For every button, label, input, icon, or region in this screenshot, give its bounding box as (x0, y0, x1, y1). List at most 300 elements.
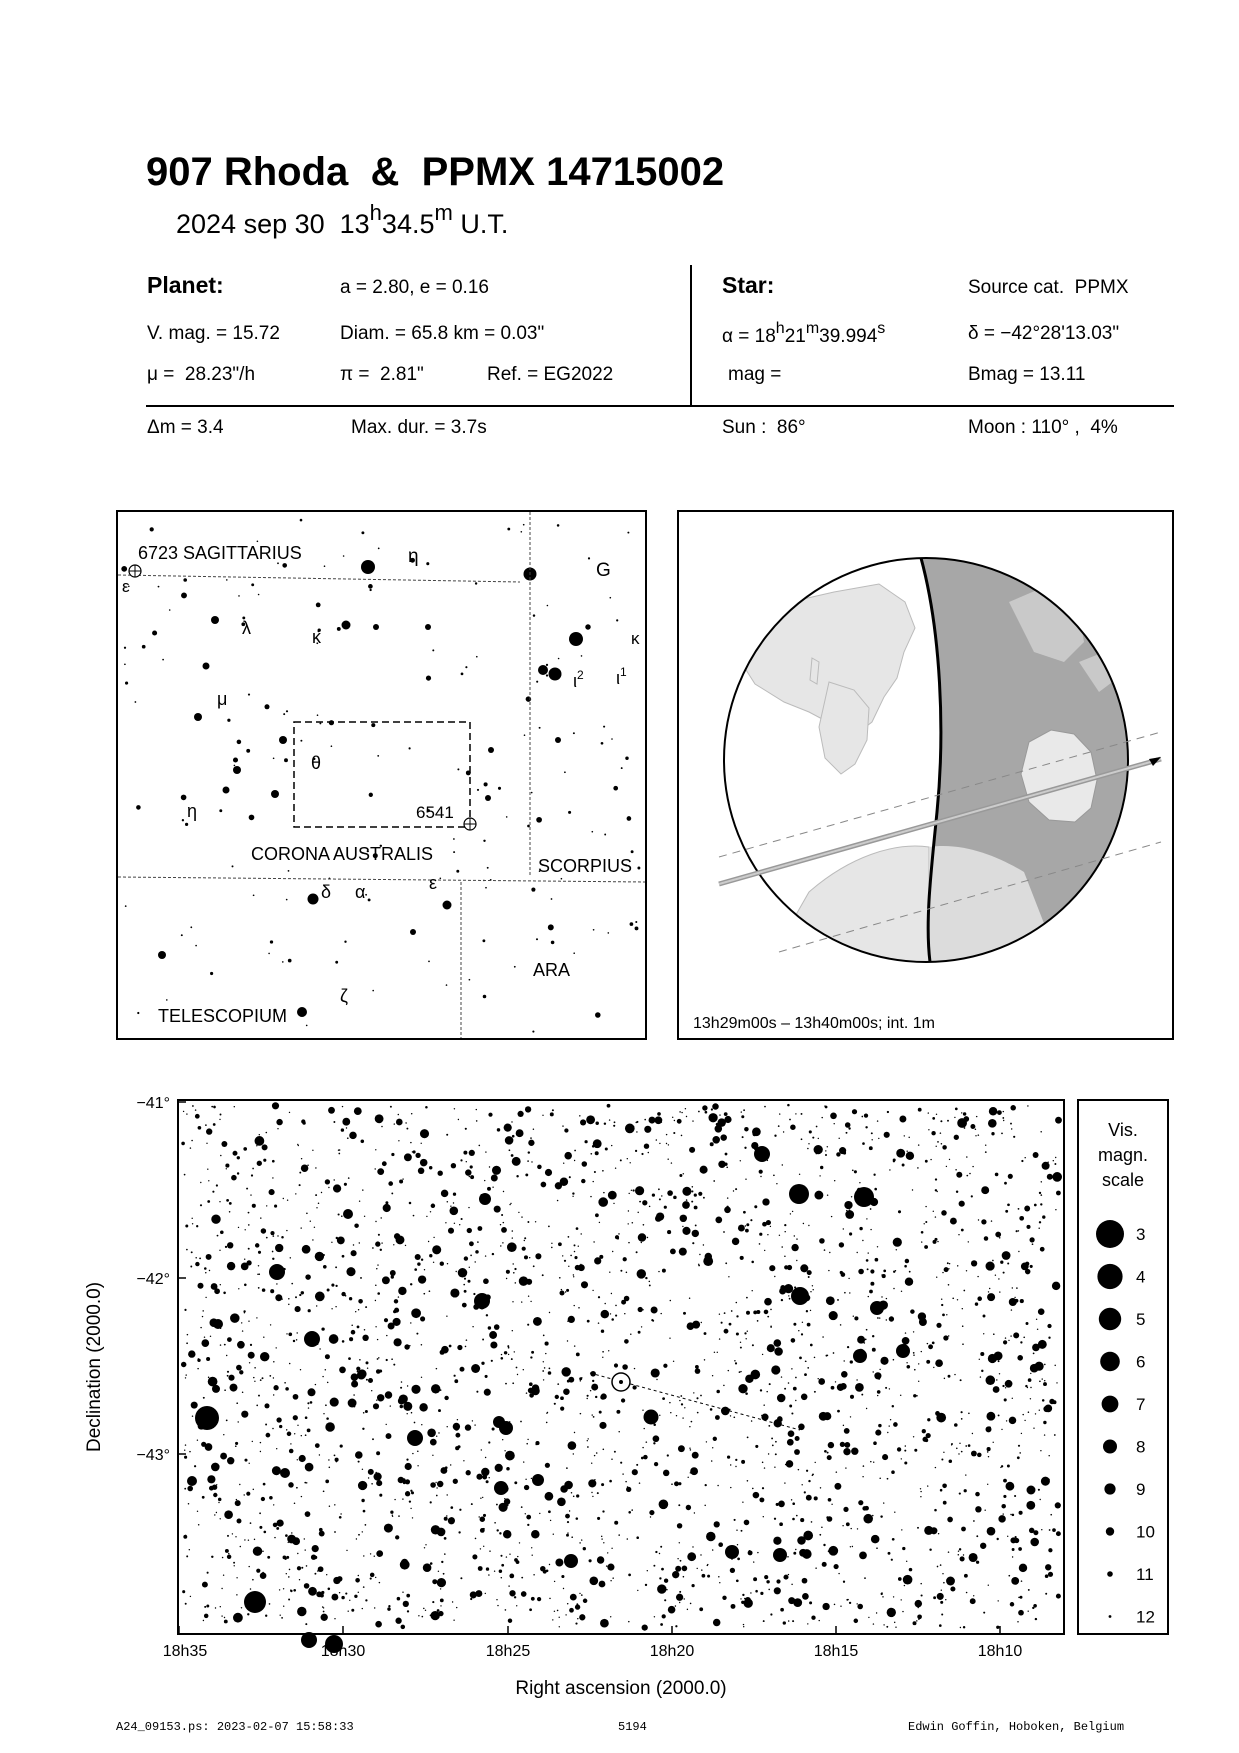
field-star (947, 1262, 949, 1264)
field-star (773, 1537, 781, 1545)
field-star (1010, 1123, 1012, 1125)
field-star (663, 1364, 667, 1368)
field-star (723, 1385, 725, 1387)
field-star (659, 1143, 660, 1144)
field-star (238, 1227, 239, 1228)
field-star (533, 1265, 535, 1267)
finder-star (555, 737, 561, 743)
field-star (517, 1374, 518, 1375)
field-star (374, 1555, 375, 1556)
field-star (461, 1218, 463, 1220)
field-star (598, 1197, 608, 1207)
field-star (592, 1290, 593, 1291)
field-star (259, 1134, 260, 1135)
field-star (197, 1511, 198, 1512)
field-star (954, 1423, 958, 1427)
field-star (703, 1197, 705, 1199)
field-star (1052, 1528, 1056, 1532)
field-star (1045, 1564, 1051, 1570)
finder-star (524, 734, 526, 736)
legend-title-vis: Vis. (1108, 1120, 1138, 1140)
field-star (729, 1323, 732, 1326)
field-star (599, 1411, 602, 1414)
field-star (941, 1210, 947, 1216)
field-star (535, 1444, 536, 1445)
field-star (959, 1548, 961, 1550)
field-star (305, 1434, 307, 1436)
field-star (250, 1588, 252, 1590)
field-star (527, 1324, 529, 1326)
field-star (480, 1497, 481, 1498)
field-star (602, 1170, 604, 1172)
field-star (919, 1318, 927, 1326)
field-star (930, 1159, 931, 1160)
field-star (288, 1482, 294, 1488)
field-star (254, 1367, 256, 1369)
field-star (509, 1553, 510, 1554)
finder-star (506, 816, 508, 818)
finder-star (190, 926, 192, 928)
field-star (306, 1565, 308, 1567)
field-star (362, 1469, 363, 1470)
field-star (499, 1570, 502, 1573)
field-star (918, 1363, 919, 1364)
field-star (611, 1548, 612, 1549)
field-star (242, 1391, 244, 1393)
field-star (582, 1161, 588, 1167)
field-star (899, 1116, 906, 1123)
field-star (186, 1555, 188, 1557)
x-tick-label: 18h25 (485, 1643, 531, 1660)
field-star (809, 1130, 812, 1133)
field-star (702, 1105, 707, 1110)
field-star (855, 1383, 864, 1392)
field-star (1020, 1341, 1022, 1343)
field-star (838, 1573, 839, 1574)
field-star (444, 1553, 446, 1555)
field-star (506, 1504, 508, 1506)
field-star (819, 1238, 825, 1244)
field-star (226, 1199, 229, 1202)
iota1-sup: 1 (620, 665, 627, 679)
field-star (750, 1592, 751, 1593)
field-star (223, 1292, 226, 1295)
iota1-letter: ι (616, 668, 620, 688)
field-star (256, 1569, 260, 1573)
field-star (661, 1122, 662, 1123)
field-star (1053, 1160, 1054, 1161)
field-star (872, 1348, 876, 1352)
field-star (258, 1395, 260, 1397)
field-star (428, 1241, 429, 1242)
finder-star (595, 1012, 601, 1018)
field-star (1042, 1399, 1045, 1402)
field-star (415, 1153, 420, 1158)
field-star (355, 1311, 356, 1312)
field-star (703, 1256, 713, 1266)
field-star (506, 1270, 510, 1274)
field-star (662, 1269, 666, 1273)
field-star (685, 1108, 686, 1109)
field-star (828, 1546, 838, 1556)
label-zeta-tel: ζ (340, 986, 348, 1006)
field-star (280, 1468, 290, 1478)
field-star (529, 1257, 530, 1258)
field-star (774, 1587, 781, 1594)
field-star (321, 1327, 324, 1330)
field-star (676, 1415, 677, 1416)
field-star (272, 1428, 274, 1430)
field-star (454, 1108, 455, 1109)
field-star (440, 1599, 444, 1603)
field-star (227, 1555, 231, 1559)
field-star (186, 1113, 187, 1114)
field-star (886, 1319, 887, 1320)
field-star (306, 1482, 307, 1483)
field-star (283, 1198, 284, 1199)
field-star (628, 1511, 631, 1514)
finder-star (158, 951, 166, 959)
field-star (906, 1150, 907, 1151)
field-star (559, 1290, 564, 1295)
field-star (783, 1131, 784, 1132)
field-star (939, 1624, 942, 1627)
field-star (580, 1380, 581, 1381)
field-star (328, 1459, 329, 1460)
field-star (447, 1263, 448, 1264)
field-star (410, 1508, 411, 1509)
field-star (525, 1479, 526, 1480)
field-star (398, 1140, 399, 1141)
field-star (421, 1377, 422, 1378)
field-star (588, 1479, 596, 1487)
field-star (444, 1537, 447, 1540)
finder-star (475, 582, 477, 584)
field-star (187, 1334, 189, 1336)
field-star (745, 1225, 746, 1226)
field-star (920, 1491, 921, 1492)
field-star (521, 1577, 523, 1579)
field-star (935, 1178, 937, 1180)
field-star (532, 1555, 533, 1556)
field-star (1042, 1378, 1043, 1379)
boundary-cra (118, 877, 645, 882)
field-star (494, 1206, 501, 1213)
finder-star (286, 899, 288, 901)
field-star (573, 1276, 574, 1277)
finder-star (621, 767, 623, 769)
field-star (657, 1112, 661, 1116)
field-star (400, 1387, 402, 1389)
field-star (686, 1505, 691, 1510)
field-star (770, 1226, 771, 1227)
field-star (342, 1255, 345, 1258)
field-star (574, 1256, 577, 1259)
x-axis-title: Right ascension (2000.0) (515, 1678, 727, 1699)
field-star (252, 1579, 254, 1581)
field-star (792, 1620, 794, 1622)
field-star (184, 1309, 186, 1311)
field-star (793, 1387, 797, 1391)
field-star (508, 1347, 510, 1349)
field-star (589, 1576, 598, 1585)
label-epsilon-cra: ε (429, 873, 438, 893)
field-star (882, 1596, 883, 1597)
field-star (957, 1299, 958, 1300)
finder-star (440, 878, 442, 880)
field-star (278, 1273, 279, 1274)
field-star (430, 1439, 437, 1446)
field-star (681, 1112, 682, 1113)
field-star (563, 1588, 564, 1589)
field-star (323, 1265, 327, 1269)
field-star (234, 1565, 235, 1566)
field-star (312, 1545, 319, 1552)
field-star (810, 1310, 811, 1311)
field-star (293, 1415, 298, 1420)
finder-star (300, 740, 302, 742)
field-star (298, 1145, 299, 1146)
field-star (277, 1235, 278, 1236)
field-star (420, 1316, 425, 1321)
field-star (743, 1626, 744, 1627)
field-star (1018, 1610, 1024, 1616)
field-star (761, 1414, 768, 1421)
finder-star (378, 548, 380, 550)
field-star (924, 1526, 933, 1535)
finder-star (238, 595, 240, 597)
field-star (312, 1239, 313, 1240)
field-star (961, 1451, 963, 1453)
field-star (910, 1309, 914, 1313)
field-star (597, 1556, 604, 1563)
field-star (621, 1398, 625, 1402)
field-star (284, 1382, 286, 1384)
field-star (351, 1250, 357, 1256)
field-star (630, 1334, 631, 1335)
field-star (564, 1128, 568, 1132)
field-star (205, 1297, 206, 1298)
field-star (459, 1224, 460, 1225)
finder-star (625, 756, 628, 759)
field-star (426, 1216, 427, 1217)
field-star (674, 1120, 675, 1121)
finder-star (169, 609, 171, 611)
field-star (636, 1464, 638, 1466)
field-star (865, 1126, 867, 1128)
field-star (873, 1441, 877, 1445)
field-star (315, 1292, 325, 1302)
field-star (1006, 1420, 1007, 1421)
field-star (874, 1372, 881, 1379)
field-star (628, 1574, 631, 1577)
field-star (406, 1459, 408, 1461)
finder-star (371, 723, 375, 727)
field-star (407, 1610, 409, 1612)
finder-star (548, 924, 554, 930)
field-star (1023, 1336, 1025, 1338)
field-star (968, 1241, 969, 1242)
field-star (987, 1527, 996, 1536)
field-star (825, 1150, 826, 1151)
finder-star (425, 624, 431, 630)
field-star (281, 1236, 284, 1239)
field-star (477, 1226, 482, 1231)
field-star (206, 1143, 207, 1144)
field-star (735, 1188, 737, 1190)
finder-star (279, 736, 287, 744)
field-star (425, 1106, 428, 1109)
field-star (913, 1394, 916, 1397)
field-star (239, 1370, 243, 1374)
field-star (314, 1556, 317, 1559)
finder-star (365, 894, 367, 896)
field-star (870, 1269, 874, 1273)
field-star (296, 1487, 298, 1489)
field-star (244, 1258, 245, 1259)
earth-globe (679, 512, 1172, 1038)
field-star (189, 1451, 191, 1453)
field-star (1008, 1384, 1010, 1386)
field-star (599, 1581, 606, 1588)
field-star (724, 1312, 726, 1314)
field-star (354, 1223, 359, 1228)
field-star (887, 1432, 888, 1433)
field-star (1002, 1117, 1004, 1119)
field-star (226, 1168, 227, 1169)
field-star (262, 1572, 264, 1574)
finder-star (581, 655, 583, 657)
field-star (1016, 1230, 1018, 1232)
field-star (293, 1589, 296, 1592)
field-star (643, 1224, 645, 1226)
field-star (273, 1377, 274, 1378)
field-star (655, 1116, 663, 1124)
madagascar-shape (810, 658, 819, 684)
field-star (549, 1368, 551, 1370)
field-star (873, 1462, 874, 1463)
field-star (252, 1168, 254, 1170)
finder-star (182, 819, 184, 821)
field-star (844, 1442, 850, 1448)
field-star (229, 1202, 232, 1205)
field-star (1056, 1594, 1061, 1599)
field-star (488, 1441, 490, 1443)
field-star (789, 1184, 809, 1204)
field-star (1044, 1405, 1052, 1413)
field-star (469, 1176, 470, 1177)
field-star (704, 1332, 707, 1335)
field-star (276, 1417, 281, 1422)
field-star (277, 1128, 278, 1129)
field-star (207, 1572, 209, 1574)
field-star (673, 1196, 677, 1200)
field-star (698, 1111, 700, 1113)
field-star (636, 1536, 639, 1539)
field-star (784, 1388, 786, 1390)
finder-star (485, 887, 487, 889)
field-star (639, 1482, 641, 1484)
field-star (224, 1620, 228, 1624)
field-star (627, 1158, 628, 1159)
field-star (1048, 1337, 1050, 1339)
field-star (719, 1314, 720, 1315)
field-star (1028, 1411, 1030, 1413)
field-star (415, 1254, 421, 1260)
field-star (948, 1335, 949, 1336)
label-epsilon-sgr: ε (122, 577, 130, 596)
field-star (492, 1187, 493, 1188)
field-star (410, 1442, 412, 1444)
field-star (358, 1481, 367, 1490)
field-star (465, 1346, 467, 1348)
field-star (319, 1531, 325, 1537)
field-star (1047, 1478, 1049, 1480)
field-star (491, 1175, 498, 1182)
field-star (635, 1186, 644, 1195)
label-ngc6541: 6541 (416, 803, 454, 822)
field-star (667, 1190, 673, 1196)
field-star (801, 1138, 803, 1140)
field-star (481, 1362, 484, 1365)
field-star (1048, 1455, 1049, 1456)
field-star (365, 1524, 367, 1526)
field-star (843, 1581, 845, 1583)
field-star (581, 1539, 582, 1540)
field-star (299, 1455, 306, 1462)
field-star (519, 1542, 520, 1543)
field-star (545, 1463, 550, 1468)
field-star (921, 1594, 923, 1596)
field-star (423, 1608, 425, 1610)
field-star (586, 1398, 587, 1399)
finder-star (288, 959, 292, 963)
field-star (924, 1245, 928, 1249)
field-star (713, 1619, 721, 1627)
finder-star (631, 850, 634, 853)
field-star (429, 1290, 431, 1292)
field-star (636, 1251, 638, 1253)
field-star (252, 1441, 253, 1442)
field-star (944, 1267, 949, 1272)
field-star (421, 1143, 422, 1144)
field-star (639, 1201, 641, 1203)
field-star (636, 1131, 637, 1132)
field-star (400, 1405, 403, 1408)
field-star (773, 1174, 775, 1176)
field-star (412, 1517, 413, 1518)
field-star (443, 1573, 445, 1575)
field-star (656, 1139, 658, 1141)
field-star (1007, 1203, 1010, 1206)
field-star (362, 1428, 364, 1430)
field-star (593, 1241, 594, 1242)
finder-star (152, 630, 157, 635)
field-star (554, 1403, 556, 1405)
field-star (694, 1206, 698, 1210)
field-star (260, 1217, 261, 1218)
field-star (788, 1382, 790, 1384)
field-star (1018, 1208, 1020, 1210)
field-star (448, 1228, 454, 1234)
star-bmag: Bmag = 13.11 (968, 364, 1086, 385)
field-star (382, 1161, 387, 1166)
field-star (955, 1108, 958, 1111)
field-star (590, 1153, 592, 1155)
field-star (512, 1382, 514, 1384)
field-star (297, 1553, 298, 1554)
field-star (672, 1117, 673, 1118)
